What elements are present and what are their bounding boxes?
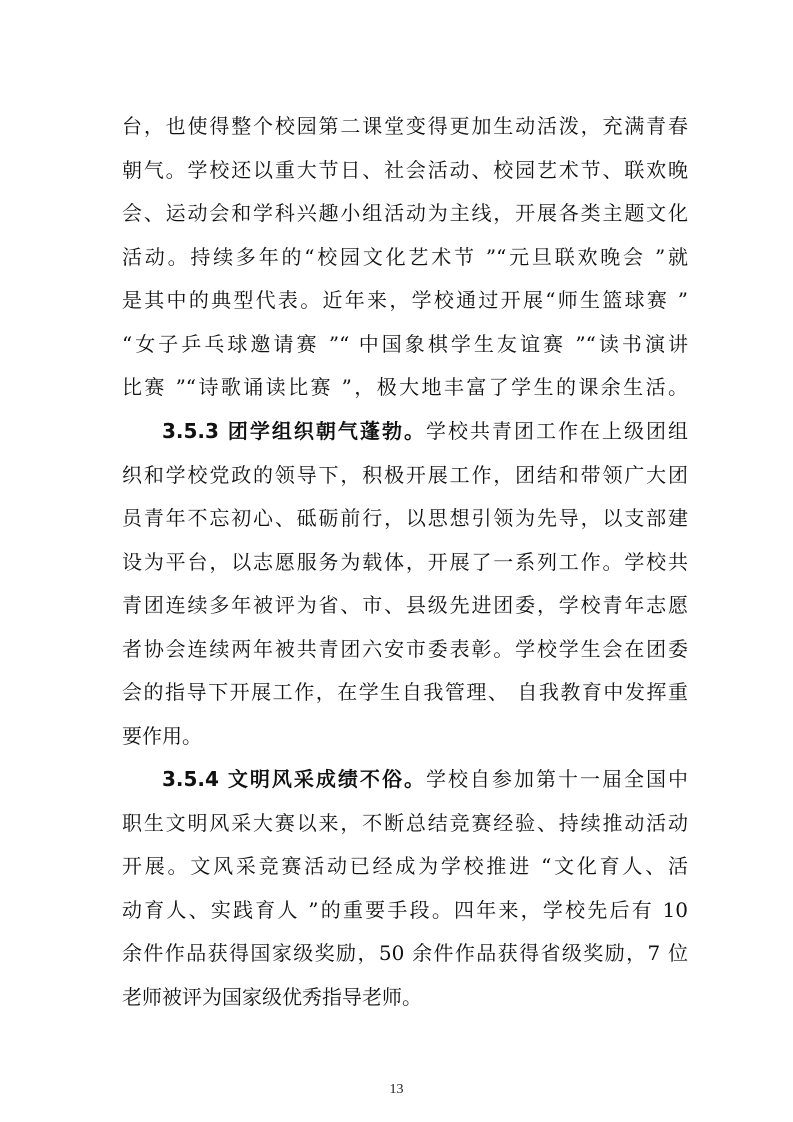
page-number: 13 — [389, 1082, 404, 1097]
paragraph-line: 动育人、实践育人 ”的重要手段。四年来，学校先后有 10 — [122, 898, 688, 922]
paragraph-line: 设为平台，以志愿服务为载体，开展了一系列工作。学校共 — [122, 550, 688, 574]
section-3-5-4-first-line — [162, 764, 688, 794]
paragraph-line: 老师被评为国家级优秀指导老师。 — [122, 985, 422, 1009]
paragraph-line: 活动。持续多年的“校园文化艺术节 ”“元旦联欢晚会 ”就 — [122, 245, 688, 269]
section-3-5-3-first-line — [162, 416, 688, 446]
section-heading: 3.5.4 文明风采成绩不俗。 — [162, 767, 426, 791]
paragraph-line: 员青年不忘初心、砥砺前行，以思想引领为先导，以支部建 — [122, 506, 688, 530]
paragraph-line: 要作用。 — [122, 724, 202, 748]
paragraph-line: 会的指导下开展工作，在学生自我管理、 自我教育中发挥重 — [122, 680, 688, 704]
paragraph-line: 比赛 ”“诗歌诵读比赛 ”，极大地丰富了学生的课余生活。 — [122, 375, 688, 399]
section-heading: 3.5.3 团学组织朝气蓬勃。 — [162, 419, 426, 443]
paragraph-line: 职生文明风采大赛以来，不断总结竞赛经验、持续推动活动 — [122, 811, 688, 835]
paragraph-line: 者协会连续两年被共青团六安市委表彰。学校学生会在团委 — [122, 637, 688, 661]
paragraph-line: 余件作品获得国家级奖励，50 余件作品获得省级奖励，7 位 — [122, 941, 688, 965]
paragraph-line: 会、运动会和学科兴趣小组活动为主线，开展各类主题文化 — [122, 201, 688, 225]
paragraph-line: 是其中的典型代表。近年来，学校通过开展“师生篮球赛 ” — [122, 288, 688, 312]
paragraph-line: 织和学校党政的领导下，积极开展工作，团结和带领广大团 — [122, 463, 688, 487]
paragraph-text: 学校共青团工作在上级团组 — [425, 419, 688, 443]
paragraph-line: 台，也使得整个校园第二课堂变得更加生动活泼，充满青春 — [122, 114, 688, 138]
paragraph-text: 学校自参加第十一届全国中 — [425, 767, 688, 791]
paragraph-line: 朝气。学校还以重大节日、社会活动、校园艺术节、联欢晚 — [122, 158, 688, 182]
paragraph-line: 开展。文风采竞赛活动已经成为学校推进 “文化育人、活 — [122, 854, 688, 878]
paragraph-line: 青团连续多年被评为省、市、县级先进团委，学校青年志愿 — [122, 593, 688, 617]
paragraph-line: “女子乒乓球邀请赛 ”“ 中国象棋学生友谊赛 ”“读书演讲 — [122, 332, 688, 356]
